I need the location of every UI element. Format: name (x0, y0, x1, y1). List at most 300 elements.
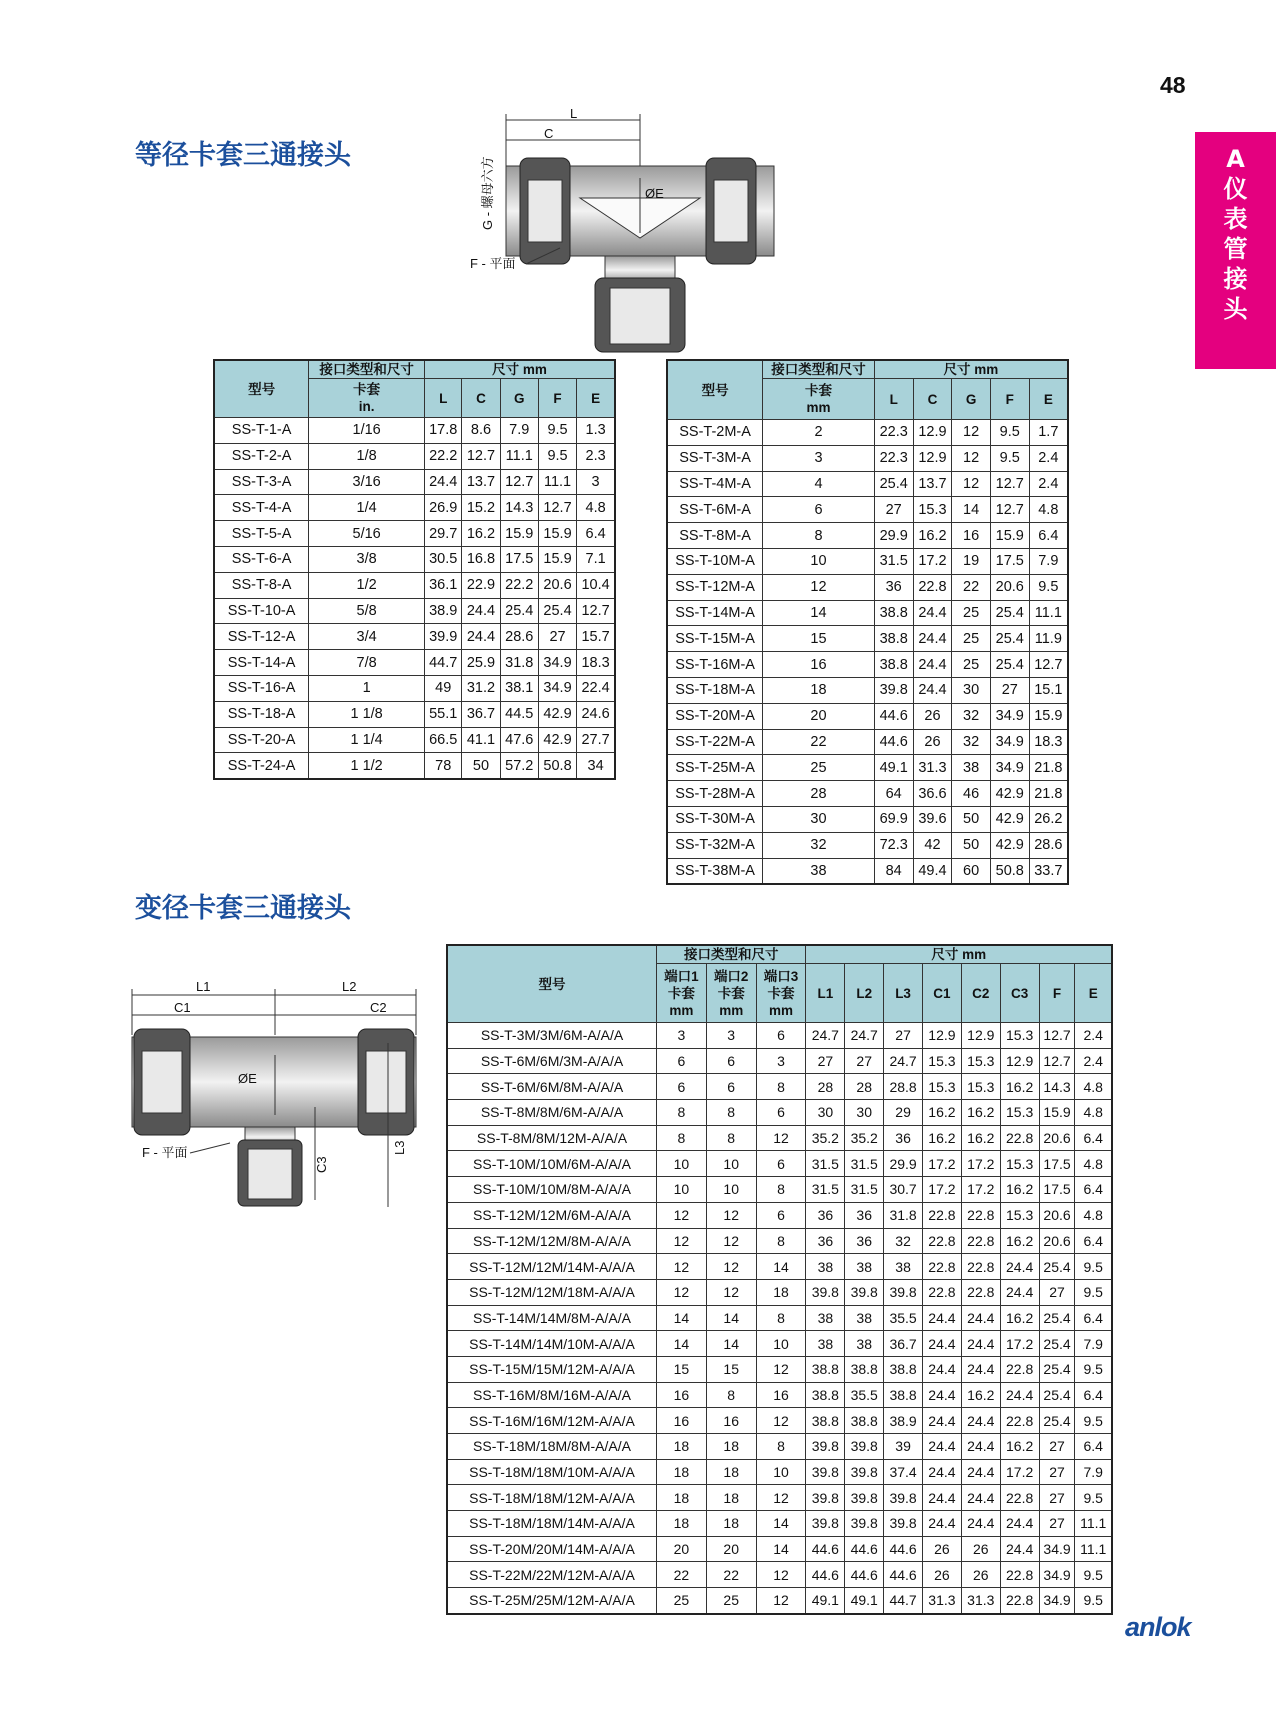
table-cell: 39.8 (884, 1485, 923, 1511)
table-cell: 10 (706, 1151, 756, 1177)
table-cell: 12.7 (577, 598, 615, 624)
table-row (667, 832, 1068, 858)
table-cell: 44.6 (806, 1562, 845, 1588)
table-cell: 42.9 (990, 806, 1029, 832)
section-tab-char: 头 (1223, 295, 1248, 323)
header-ferrule-unit: mm (806, 400, 831, 415)
table-cell: 49 (425, 675, 462, 701)
table-cell: 35.2 (806, 1125, 845, 1151)
table-row (667, 471, 1068, 497)
table-cell: 50.8 (990, 858, 1029, 884)
table-cell: 31.5 (874, 548, 913, 574)
table-cell: 8 (756, 1305, 806, 1331)
table-cell: 7.9 (1029, 548, 1068, 574)
table-cell: 24.4 (923, 1485, 962, 1511)
table-cell: 36 (845, 1228, 884, 1254)
model-cell: SS-T-1-A (214, 418, 309, 444)
table-row (447, 1048, 1112, 1074)
table-cell: 10 (706, 1177, 756, 1203)
model-cell: SS-T-12M/12M/18M-A/A/A (447, 1279, 656, 1305)
table-cell: 31.2 (462, 675, 500, 701)
table-cell: 22.8 (913, 574, 952, 600)
table-cell: 17.2 (923, 1177, 962, 1203)
model-cell: SS-T-12M-A (667, 574, 763, 600)
header-col: F (990, 379, 1029, 420)
table-cell: 16 (656, 1382, 706, 1408)
header-ferrule (763, 379, 875, 420)
model-cell: SS-T-12M/12M/6M-A/A/A (447, 1202, 656, 1228)
table-cell: 20.6 (1039, 1202, 1075, 1228)
port-ferrule: 卡套 (667, 985, 695, 1001)
reducing-tee-diagram (120, 975, 440, 1215)
table-cell: 22.8 (1000, 1588, 1039, 1614)
model-cell: SS-T-20-A (214, 727, 309, 753)
table-cell: 41.1 (462, 727, 500, 753)
model-cell: SS-T-18M/18M/12M-A/A/A (447, 1485, 656, 1511)
table-row (214, 753, 615, 779)
table-cell: 14 (706, 1305, 756, 1331)
table-body (667, 420, 1068, 885)
header-model: 型号 (214, 360, 309, 418)
table-cell: 31.3 (961, 1588, 1000, 1614)
table-cell: 29.9 (874, 523, 913, 549)
table-cell: 26 (961, 1562, 1000, 1588)
table-cell: 24.4 (425, 469, 462, 495)
table-cell: 8 (656, 1100, 706, 1126)
model-cell: SS-T-22M-A (667, 729, 763, 755)
model-cell: SS-T-6M-A (667, 497, 763, 523)
table-cell: 27 (1039, 1511, 1075, 1537)
table-row (214, 546, 615, 572)
table-cell: 18 (706, 1434, 756, 1460)
header-dimensions: 尺寸 mm (806, 945, 1112, 964)
port-label: 端口1 (664, 968, 699, 984)
table-cell: 34.9 (990, 703, 1029, 729)
table-cell: 16.2 (923, 1100, 962, 1126)
table-cell: 24.4 (923, 1331, 962, 1357)
table-cell: 38 (884, 1254, 923, 1280)
table-cell: 6.4 (1029, 523, 1068, 549)
table-cell: 1/2 (309, 572, 425, 598)
table-cell: 24.4 (923, 1408, 962, 1434)
table-cell: 3/4 (309, 624, 425, 650)
model-cell: SS-T-20M-A (667, 703, 763, 729)
table-cell: 15.3 (1000, 1023, 1039, 1049)
model-cell: SS-T-18M/18M/10M-A/A/A (447, 1459, 656, 1485)
table-cell: 22.8 (923, 1202, 962, 1228)
table-row (667, 548, 1068, 574)
table-cell: 8 (763, 523, 875, 549)
table-cell: 31.3 (913, 755, 952, 781)
table-cell: 14 (756, 1254, 806, 1280)
table-cell: 9.5 (1075, 1485, 1112, 1511)
table-cell: 1.7 (1029, 420, 1068, 446)
table-cell: 2.4 (1075, 1023, 1112, 1049)
model-cell: SS-T-3M/3M/6M-A/A/A (447, 1023, 656, 1049)
section2-title: 变径卡套三通接头 (135, 893, 351, 924)
table-cell: 42 (913, 832, 952, 858)
table-cell: 9.5 (1075, 1254, 1112, 1280)
table-cell: 5/16 (309, 521, 425, 547)
table-row (447, 1588, 1112, 1614)
table-cell: 2.3 (577, 443, 615, 469)
table-cell: 46 (952, 781, 991, 807)
table-cell: 36.7 (462, 701, 500, 727)
table-cell: 9.5 (538, 443, 576, 469)
table-cell: 2.4 (1029, 445, 1068, 471)
table-cell: 7.1 (577, 546, 615, 572)
table-cell: 27 (1039, 1459, 1075, 1485)
table-cell: 25.4 (538, 598, 576, 624)
table-cell: 6.4 (1075, 1177, 1112, 1203)
table-cell: 31.5 (806, 1151, 845, 1177)
table-row (214, 418, 615, 444)
table-cell: 7.9 (1075, 1459, 1112, 1485)
table-cell: 39.8 (845, 1459, 884, 1485)
table-cell: 44.6 (806, 1536, 845, 1562)
table-cell: 8 (756, 1228, 806, 1254)
table-cell: 6.4 (1075, 1228, 1112, 1254)
port-ferrule: 卡套 (717, 985, 745, 1001)
model-cell: SS-T-15M-A (667, 626, 763, 652)
table-cell: 30 (763, 806, 875, 832)
table-cell: 18 (756, 1279, 806, 1305)
model-cell: SS-T-16M/8M/16M-A/A/A (447, 1382, 656, 1408)
table-cell: 44.6 (874, 729, 913, 755)
table-cell: 24.4 (923, 1305, 962, 1331)
table-cell: 34.9 (538, 675, 576, 701)
table-cell: 10 (763, 548, 875, 574)
table-cell: 24.4 (913, 677, 952, 703)
page-number: 48 (1160, 72, 1186, 98)
table-cell: 44.6 (845, 1536, 884, 1562)
table-cell: 21.8 (1029, 755, 1068, 781)
table-cell: 49.1 (806, 1588, 845, 1614)
table-cell: 28.8 (884, 1074, 923, 1100)
section-tab (1195, 132, 1276, 369)
table-cell: 22.2 (500, 572, 538, 598)
table-row (667, 626, 1068, 652)
table-cell: 24.4 (923, 1459, 962, 1485)
table-cell: 26 (923, 1562, 962, 1588)
table-row (667, 420, 1068, 446)
table-cell: 6 (656, 1048, 706, 1074)
table-cell: 38 (952, 755, 991, 781)
table-cell: 5/8 (309, 598, 425, 624)
header-ferrule-unit: in. (358, 399, 375, 414)
table-cell: 16.2 (961, 1382, 1000, 1408)
table-cell: 49.1 (874, 755, 913, 781)
table-row (214, 701, 615, 727)
table-cell: 29.9 (884, 1151, 923, 1177)
table-cell: 36.7 (884, 1331, 923, 1357)
section-tab-char: 管 (1223, 235, 1248, 263)
table-cell: 18.3 (1029, 729, 1068, 755)
table-cell: 18 (706, 1485, 756, 1511)
reducing-tee-table (446, 944, 1113, 1615)
dim-F-label: F - 平面 (142, 1145, 188, 1160)
table-cell: 42.9 (538, 727, 576, 753)
table-cell: 6.4 (1075, 1434, 1112, 1460)
model-cell: SS-T-8-A (214, 572, 309, 598)
table-cell: 12.9 (961, 1023, 1000, 1049)
table-cell: 12.7 (538, 495, 576, 521)
model-cell: SS-T-14M/14M/8M-A/A/A (447, 1305, 656, 1331)
table-cell: 30 (845, 1100, 884, 1126)
model-cell: SS-T-14-A (214, 650, 309, 676)
header-col: L2 (845, 964, 884, 1023)
table-cell: 38.9 (425, 598, 462, 624)
table-cell: 22.8 (961, 1254, 1000, 1280)
table-cell: 22.3 (874, 420, 913, 446)
table-cell: 22 (763, 729, 875, 755)
table-cell: 18 (656, 1485, 706, 1511)
table-cell: 12 (756, 1562, 806, 1588)
table-cell: 12 (656, 1254, 706, 1280)
model-cell: SS-T-25M-A (667, 755, 763, 781)
table-cell: 17.5 (500, 546, 538, 572)
model-cell: SS-T-6M/6M/8M-A/A/A (447, 1074, 656, 1100)
table-cell: 38.8 (845, 1356, 884, 1382)
table-cell: 28 (845, 1074, 884, 1100)
table-cell: 31.8 (500, 650, 538, 676)
table-cell: 3 (706, 1023, 756, 1049)
table-cell: 24.4 (961, 1356, 1000, 1382)
model-cell: SS-T-3-A (214, 469, 309, 495)
table-cell: 9.5 (1029, 574, 1068, 600)
table-cell: 22.3 (874, 445, 913, 471)
table-cell: 15 (706, 1356, 756, 1382)
table-cell: 39 (884, 1434, 923, 1460)
table-cell: 38 (806, 1331, 845, 1357)
table-cell: 38 (806, 1254, 845, 1280)
table-row (214, 443, 615, 469)
table-cell: 24.4 (913, 652, 952, 678)
table-cell: 25.9 (462, 650, 500, 676)
table-cell: 12 (756, 1588, 806, 1614)
model-cell: SS-T-18M/18M/14M-A/A/A (447, 1511, 656, 1537)
table-cell: 36 (845, 1202, 884, 1228)
table-row (214, 650, 615, 676)
table-cell: 25.4 (990, 652, 1029, 678)
table-cell: 24.6 (577, 701, 615, 727)
table-cell: 8 (656, 1125, 706, 1151)
table-cell: 38 (806, 1305, 845, 1331)
model-cell: SS-T-16M-A (667, 652, 763, 678)
table-cell: 24.4 (923, 1511, 962, 1537)
table-cell: 22.8 (1000, 1485, 1039, 1511)
table-cell: 44.6 (874, 703, 913, 729)
table-row (447, 1202, 1112, 1228)
table-cell: 36 (806, 1228, 845, 1254)
table-cell: 24.4 (1000, 1279, 1039, 1305)
table-row (667, 574, 1068, 600)
table-cell: 38 (845, 1254, 884, 1280)
table-cell: 12 (952, 420, 991, 446)
table-cell: 12.7 (500, 469, 538, 495)
header-port1 (656, 964, 706, 1023)
table-cell: 24.4 (923, 1382, 962, 1408)
table-cell: 16 (756, 1382, 806, 1408)
table-cell: 14 (952, 497, 991, 523)
table-cell: 3/8 (309, 546, 425, 572)
table-cell: 12.7 (990, 497, 1029, 523)
table-cell: 38 (845, 1305, 884, 1331)
table-cell: 39.8 (845, 1485, 884, 1511)
header-model: 型号 (447, 945, 656, 1023)
header-port3 (756, 964, 806, 1023)
table-cell: 25.4 (1039, 1408, 1075, 1434)
header-col: C (913, 379, 952, 420)
table-cell: 15.9 (538, 546, 576, 572)
table-cell: 14 (756, 1536, 806, 1562)
table-cell: 12 (756, 1485, 806, 1511)
table-cell: 1 (309, 675, 425, 701)
table-cell: 20 (763, 703, 875, 729)
table-cell: 7.9 (1075, 1331, 1112, 1357)
table-cell: 25 (706, 1588, 756, 1614)
table-cell: 4.8 (577, 495, 615, 521)
header-model: 型号 (667, 360, 763, 420)
model-cell: SS-T-10M/10M/8M-A/A/A (447, 1177, 656, 1203)
table-cell: 44.6 (845, 1562, 884, 1588)
header-connection: 接口类型和尺寸 (763, 360, 875, 379)
table-row (447, 1228, 1112, 1254)
table-cell: 27 (845, 1048, 884, 1074)
port-unit: mm (719, 1002, 744, 1018)
table-cell: 8 (756, 1177, 806, 1203)
table-cell: 38.8 (806, 1382, 845, 1408)
table-cell: 38.8 (806, 1356, 845, 1382)
table-cell: 19 (952, 548, 991, 574)
table-cell: 17.8 (425, 418, 462, 444)
dim-F-label: F - 平面 (470, 256, 516, 271)
table-cell: 49.4 (913, 858, 952, 884)
table-cell: 27 (884, 1023, 923, 1049)
table-cell: 25.4 (1039, 1305, 1075, 1331)
table-cell: 39.9 (425, 624, 462, 650)
table-row (447, 1331, 1112, 1357)
table-cell: 12.9 (913, 445, 952, 471)
table-cell: 25.4 (1039, 1382, 1075, 1408)
table-cell: 12.7 (1039, 1048, 1075, 1074)
table-cell: 27.7 (577, 727, 615, 753)
table-cell: 15.3 (1000, 1151, 1039, 1177)
table-cell: 3 (756, 1048, 806, 1074)
table-cell: 18 (706, 1459, 756, 1485)
dim-E-label: ØE (238, 1071, 257, 1086)
table-cell: 39.8 (806, 1511, 845, 1537)
table-row (447, 1125, 1112, 1151)
model-cell: SS-T-8M/8M/12M-A/A/A (447, 1125, 656, 1151)
table-cell: 26.2 (1029, 806, 1068, 832)
table-cell: 16 (952, 523, 991, 549)
model-cell: SS-T-22M/22M/12M-A/A/A (447, 1562, 656, 1588)
header-dimensions: 尺寸 mm (425, 360, 615, 379)
table-cell: 50 (462, 753, 500, 779)
table-row (447, 1305, 1112, 1331)
table-cell: 1/8 (309, 443, 425, 469)
table-cell: 37.4 (884, 1459, 923, 1485)
table-cell: 25 (952, 652, 991, 678)
table-cell: 17.2 (1000, 1331, 1039, 1357)
table-cell: 38.8 (806, 1408, 845, 1434)
table-cell: 12.7 (462, 443, 500, 469)
table-cell: 57.2 (500, 753, 538, 779)
table-cell: 31.3 (923, 1588, 962, 1614)
table-cell: 12 (706, 1228, 756, 1254)
table-row (214, 495, 615, 521)
table-cell: 30.7 (884, 1177, 923, 1203)
table-cell: 15.9 (1029, 703, 1068, 729)
table-cell: 50 (952, 806, 991, 832)
table-cell: 14 (763, 600, 875, 626)
table-row (447, 1408, 1112, 1434)
table-cell: 44.6 (884, 1562, 923, 1588)
table-cell: 22.4 (577, 675, 615, 701)
table-cell: 38.8 (884, 1382, 923, 1408)
table-cell: 15.2 (462, 495, 500, 521)
table-cell: 10.4 (577, 572, 615, 598)
table-cell: 11.1 (1075, 1511, 1112, 1537)
table-cell: 39.8 (806, 1485, 845, 1511)
dim-C1-label: C1 (174, 1000, 191, 1015)
table-cell: 44.7 (425, 650, 462, 676)
table-cell: 36 (806, 1202, 845, 1228)
table-row (447, 1434, 1112, 1460)
dim-C2-label: C2 (370, 1000, 387, 1015)
table-cell: 39.8 (806, 1459, 845, 1485)
table-cell: 16 (763, 652, 875, 678)
table-cell: 42.9 (990, 832, 1029, 858)
table-cell: 30.5 (425, 546, 462, 572)
table-row (447, 1485, 1112, 1511)
table-cell: 24.4 (923, 1434, 962, 1460)
table-cell: 17.2 (913, 548, 952, 574)
table-cell: 25.4 (874, 471, 913, 497)
table-cell: 2.4 (1029, 471, 1068, 497)
table-cell: 25 (763, 755, 875, 781)
table-cell: 12 (952, 445, 991, 471)
model-cell: SS-T-5-A (214, 521, 309, 547)
table-row (447, 1023, 1112, 1049)
table-cell: 34.9 (538, 650, 576, 676)
table-cell: 6 (706, 1074, 756, 1100)
table-cell: 14 (756, 1511, 806, 1537)
table-cell: 36.6 (913, 781, 952, 807)
table-cell: 6.4 (1075, 1382, 1112, 1408)
model-cell: SS-T-28M-A (667, 781, 763, 807)
table-cell: 11.9 (1029, 626, 1068, 652)
table-cell: 35.5 (845, 1382, 884, 1408)
equal-tee-diagram (440, 108, 800, 358)
table-cell: 32 (952, 729, 991, 755)
header-ferrule-label: 卡套 (804, 383, 832, 398)
table-cell: 42.9 (990, 781, 1029, 807)
table-cell: 15.3 (923, 1048, 962, 1074)
table-cell: 29 (884, 1100, 923, 1126)
table-cell: 25.4 (1039, 1356, 1075, 1382)
header-col: F (538, 379, 576, 418)
table-cell: 31.5 (845, 1151, 884, 1177)
model-cell: SS-T-14M/14M/10M-A/A/A (447, 1331, 656, 1357)
table-cell: 35.2 (845, 1125, 884, 1151)
table-cell: 15.3 (1000, 1100, 1039, 1126)
table-cell: 50 (952, 832, 991, 858)
table-row (447, 1562, 1112, 1588)
table-cell: 25 (952, 626, 991, 652)
header-col: E (1075, 964, 1112, 1023)
